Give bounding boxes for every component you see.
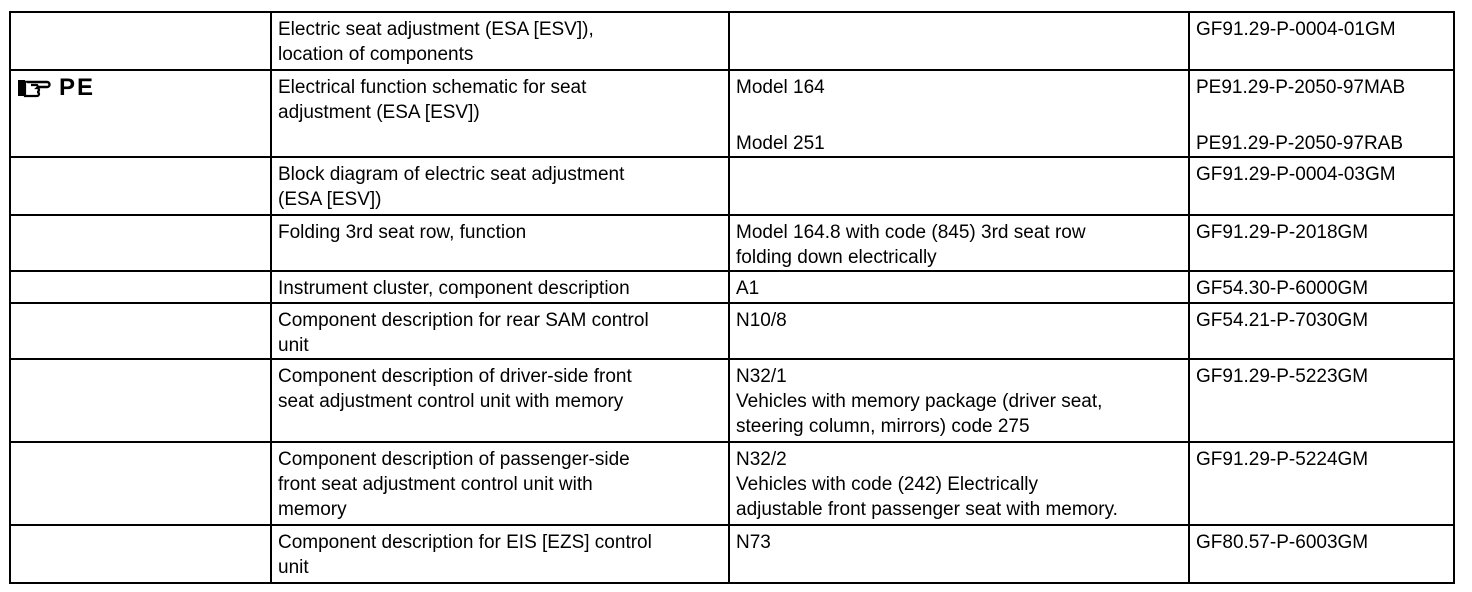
table-row [10,303,1454,359]
marker-cell [10,70,271,157]
marker-cell [10,442,271,525]
title-cell [271,70,729,157]
table-row [10,271,1454,303]
note-cell [729,359,1189,442]
title-line: Electric seat adjustment (ESA [ESV]), [278,19,594,40]
marker-cell [10,215,271,271]
title-line: Block diagram of electric seat adjustment [278,164,625,185]
title-line: Component description for EIS [EZS] control [278,532,652,553]
reference-table [9,11,1455,584]
title-line: unit [278,557,309,578]
reference-cell [1189,442,1454,525]
reference-link[interactable]: PE91.29-P-2050-97MAB [1196,77,1406,98]
table-row [10,70,1454,157]
note-line: Model 251 [736,133,825,154]
note-cell [729,215,1189,271]
pointing-hand-icon [17,77,53,99]
title-line: front seat adjustment control unit with [278,474,593,495]
note-cell [729,525,1189,583]
note-cell [729,303,1189,359]
note-cell [729,271,1189,303]
table-row [10,12,1454,70]
title-cell [271,271,729,303]
note-cell [729,70,1189,157]
note-line: Vehicles with memory package (driver seat, [736,391,1103,412]
reference-link[interactable]: GF54.30-P-6000GM [1196,278,1369,299]
pe-marker [17,75,95,100]
note-line: steering column, mirrors) code 275 [736,416,1030,437]
note-line: N32/1 [736,366,787,387]
reference-cell [1189,70,1454,157]
reference-link[interactable]: GF91.29-P-0004-01GM [1196,19,1396,40]
note-line: N73 [736,532,771,553]
note-line: Model 164 [736,77,825,98]
title-cell [271,303,729,359]
reference-cell [1189,525,1454,583]
title-line: Component description for rear SAM control [278,310,649,331]
note-line: N32/2 [736,449,787,470]
reference-link[interactable]: GF91.29-P-0004-03GM [1196,164,1396,185]
note-line: Model 164.8 with code (845) 3rd seat row [736,222,1086,243]
note-cell [729,157,1189,215]
table-row [10,525,1454,583]
note-spacer [736,100,1184,131]
title-line: Component description of driver-side front [278,366,632,387]
title-line: Folding 3rd seat row, function [278,222,527,243]
reference-cell [1189,359,1454,442]
table-row [10,157,1454,215]
marker-cell [10,157,271,215]
title-line: memory [278,499,347,520]
note-line: adjustable front passenger seat with memory. [736,499,1118,520]
table-row [10,359,1454,442]
pe-marker-label: PE [59,74,96,101]
title-cell [271,359,729,442]
marker-cell [10,303,271,359]
table-row [10,215,1454,271]
note-line: Vehicles with code (242) Electrically [736,474,1039,495]
note-cell [729,442,1189,525]
note-line: N10/8 [736,310,787,331]
title-line: Component description of passenger-side [278,449,630,470]
reference-link[interactable]: GF91.29-P-2018GM [1196,222,1369,243]
title-cell [271,157,729,215]
title-cell [271,442,729,525]
marker-cell [10,359,271,442]
marker-cell [10,271,271,303]
reference-spacer [1196,100,1449,131]
note-line: folding down electrically [736,247,937,268]
title-line: Instrument cluster, component description [278,278,630,299]
title-cell [271,525,729,583]
reference-cell [1189,215,1454,271]
title-line: (ESA [ESV]) [278,189,382,210]
marker-cell [10,12,271,70]
title-cell [271,215,729,271]
title-line: Electrical function schematic for seat [278,77,587,98]
title-line: seat adjustment control unit with memory [278,391,624,412]
reference-link[interactable]: GF91.29-P-5224GM [1196,449,1369,470]
reference-cell [1189,303,1454,359]
title-cell [271,12,729,70]
title-line: location of components [278,44,474,65]
table-row [10,442,1454,525]
marker-cell [10,525,271,583]
reference-cell [1189,12,1454,70]
reference-link[interactable]: GF91.29-P-5223GM [1196,366,1369,387]
reference-cell [1189,157,1454,215]
note-line: A1 [736,278,760,299]
title-line: adjustment (ESA [ESV]) [278,102,480,123]
reference-link[interactable]: GF54.21-P-7030GM [1196,310,1369,331]
note-cell [729,12,1189,70]
reference-cell [1189,271,1454,303]
title-line: unit [278,335,309,356]
reference-link[interactable]: GF80.57-P-6003GM [1196,532,1369,553]
reference-link[interactable]: PE91.29-P-2050-97RAB [1196,133,1404,154]
